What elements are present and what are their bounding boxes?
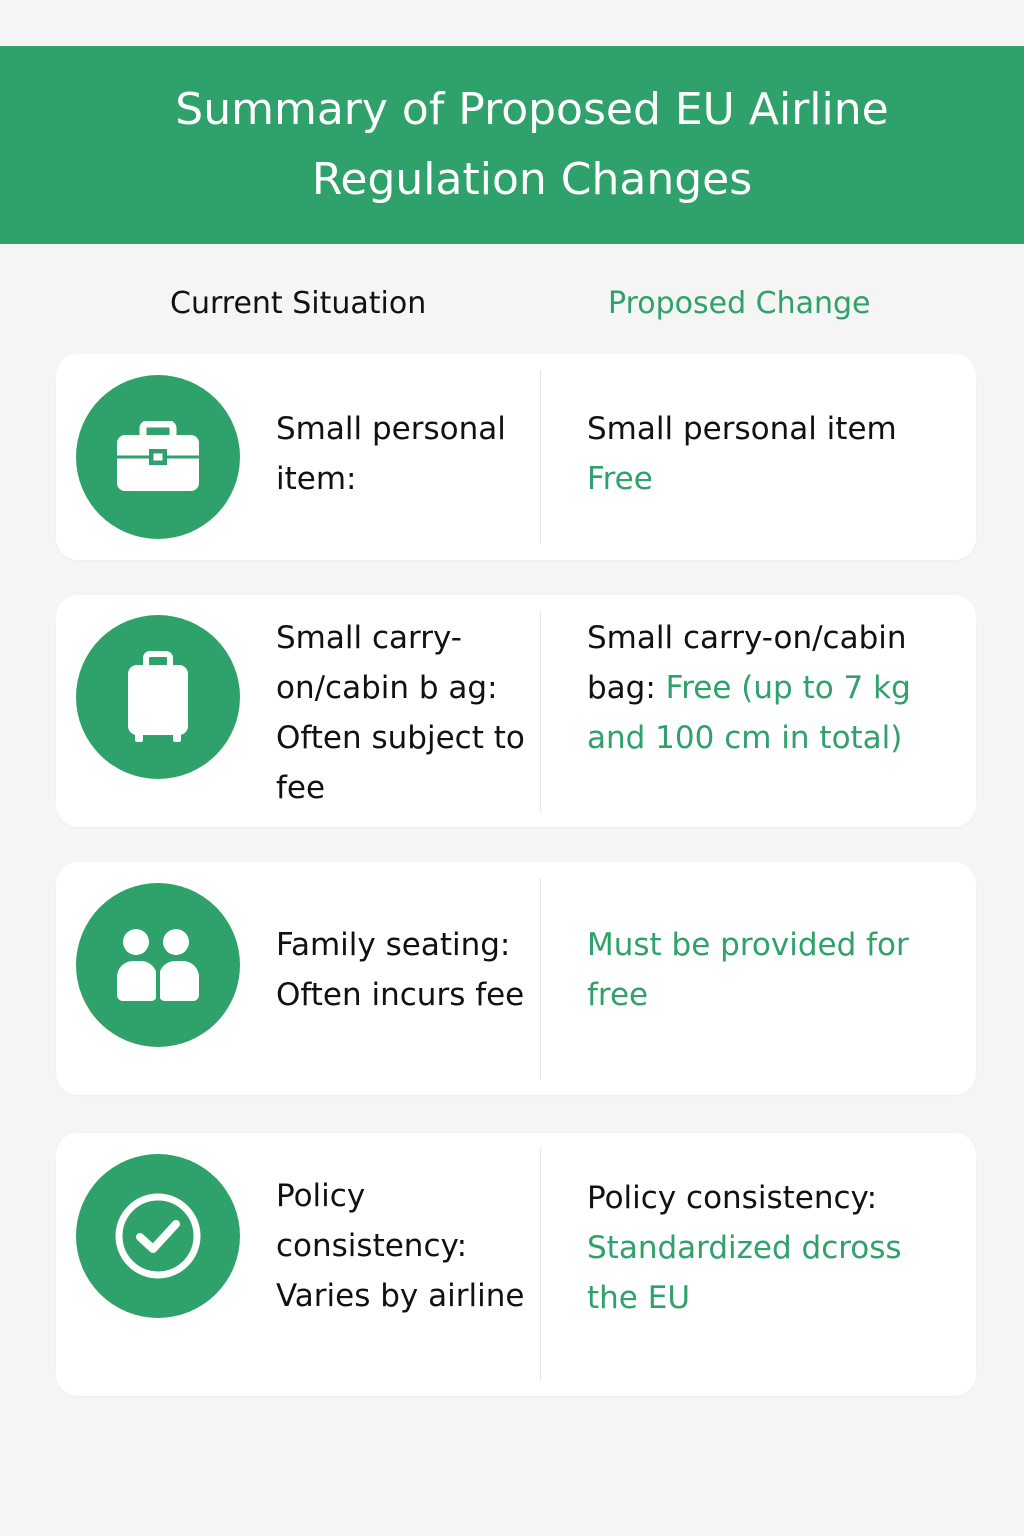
- column-divider: [540, 370, 541, 544]
- row-personal-item: [56, 354, 976, 560]
- row-family-seating: [56, 862, 976, 1095]
- proposed-change-heading: Proposed Change: [608, 286, 871, 321]
- column-divider: [540, 611, 541, 811]
- proposed-label: Small carry-on/cabin bag:: [587, 620, 907, 706]
- proposed-cabin-bag: [587, 613, 957, 763]
- proposed-value: Free: [587, 461, 653, 497]
- proposed-label: Policy consistency:: [587, 1180, 878, 1216]
- column-divider: [540, 1149, 541, 1380]
- column-divider: [540, 878, 541, 1079]
- checkmark-icon-circle: [76, 1154, 240, 1318]
- current-cabin-bag: Small carry-on/cabin b ag: Often subject to fee: [276, 620, 525, 806]
- row-cabin-bag: [56, 595, 976, 827]
- family-icon: [115, 927, 201, 1003]
- family-icon-circle: [76, 883, 240, 1047]
- proposed-value: Free (up to 7 kg and 100 cm in total): [587, 670, 911, 756]
- briefcase-icon-circle: [76, 375, 240, 539]
- current-policy-consistency: Policy consistency: Varies by airline: [276, 1178, 525, 1314]
- title-banner: [0, 46, 1024, 244]
- page-title: Summary of Proposed EU Airline Regulation Changes: [175, 84, 889, 205]
- checkmark-circle-icon: [113, 1191, 203, 1281]
- suitcase-icon-circle: [76, 615, 240, 779]
- row-policy-consistency: [56, 1133, 976, 1396]
- suitcase-icon: [126, 651, 190, 743]
- proposed-family-seating: Must be provided for free: [587, 927, 909, 1013]
- current-personal-item: Small personal item:: [276, 411, 506, 497]
- current-family-seating: Family seating: Often incurs fee: [276, 927, 525, 1013]
- proposed-label: Small personal item: [587, 411, 897, 447]
- current-situation-heading: Current Situation: [170, 286, 427, 321]
- proposed-personal-item: [587, 404, 957, 504]
- proposed-policy-consistency: [587, 1173, 957, 1323]
- proposed-value: Standardized dcross the EU: [587, 1230, 902, 1316]
- briefcase-icon: [115, 421, 201, 493]
